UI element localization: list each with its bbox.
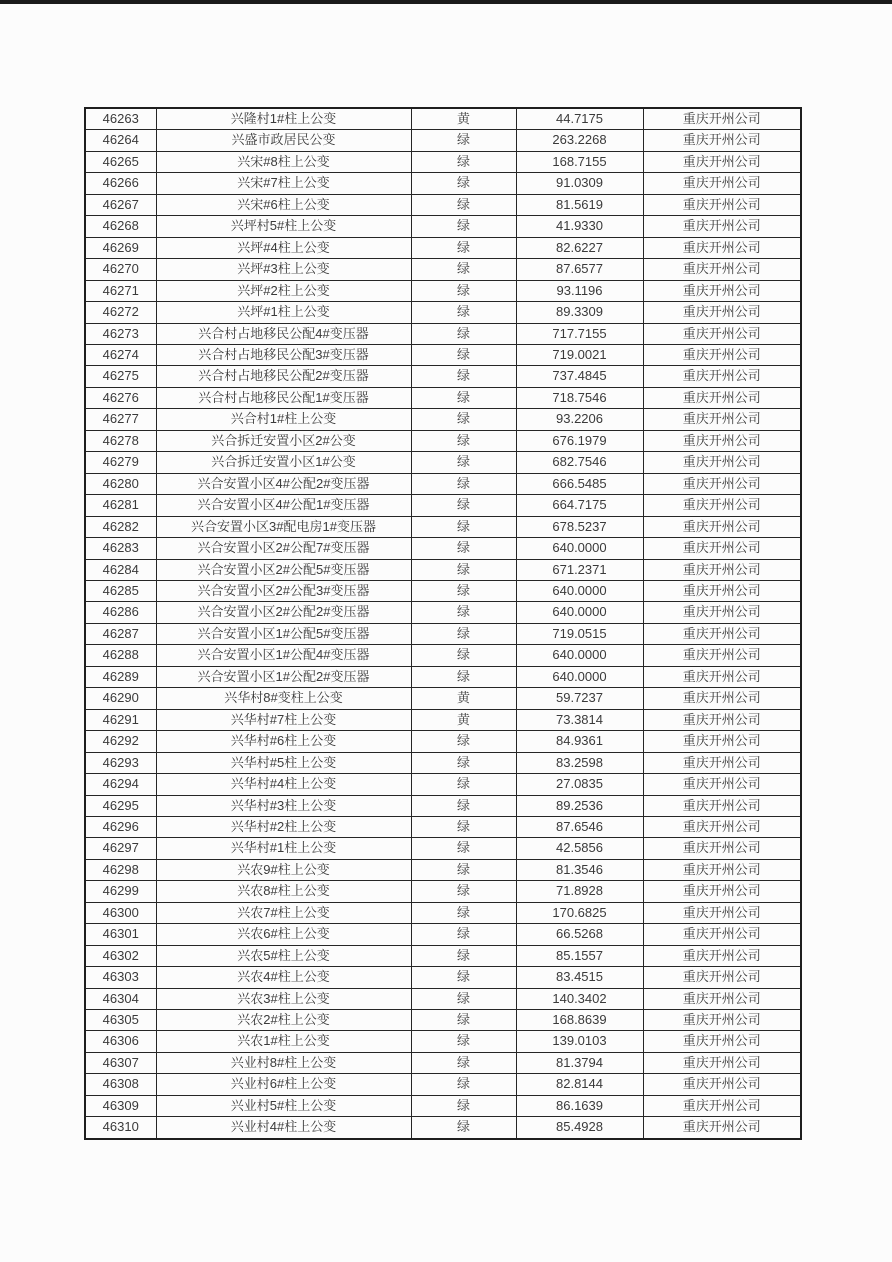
cell-name: 兴合安置小区2#公配5#变压器	[156, 559, 411, 580]
cell-value: 168.7155	[516, 151, 643, 172]
cell-value: 59.7237	[516, 688, 643, 709]
cell-value: 42.5856	[516, 838, 643, 859]
cell-status: 绿	[411, 1010, 516, 1031]
cell-id: 46283	[85, 538, 156, 559]
cell-id: 46305	[85, 1010, 156, 1031]
cell-id: 46298	[85, 859, 156, 880]
cell-value: 640.0000	[516, 580, 643, 601]
cell-name: 兴业村6#柱上公变	[156, 1074, 411, 1095]
cell-id: 46310	[85, 1117, 156, 1139]
table-body	[85, 108, 801, 1139]
cell-company: 重庆开州公司	[643, 967, 801, 988]
cell-status: 绿	[411, 902, 516, 923]
table-row	[85, 538, 801, 559]
cell-value: 89.2536	[516, 795, 643, 816]
page-top-edge	[0, 0, 892, 4]
cell-name: 兴华村#4柱上公变	[156, 774, 411, 795]
cell-id: 46267	[85, 194, 156, 215]
cell-name: 兴合安置小区1#公配2#变压器	[156, 666, 411, 687]
cell-status: 绿	[411, 967, 516, 988]
cell-value: 682.7546	[516, 452, 643, 473]
cell-id: 46308	[85, 1074, 156, 1095]
cell-name: 兴农7#柱上公变	[156, 902, 411, 923]
cell-value: 44.7175	[516, 108, 643, 130]
cell-status: 绿	[411, 838, 516, 859]
cell-id: 46285	[85, 580, 156, 601]
table-row	[85, 473, 801, 494]
table-row	[85, 1010, 801, 1031]
cell-name: 兴合村占地移民公配1#变压器	[156, 387, 411, 408]
cell-company: 重庆开州公司	[643, 1074, 801, 1095]
cell-status: 绿	[411, 945, 516, 966]
cell-company: 重庆开州公司	[643, 1117, 801, 1139]
cell-value: 71.8928	[516, 881, 643, 902]
table-row	[85, 666, 801, 687]
cell-value: 170.6825	[516, 902, 643, 923]
cell-id: 46290	[85, 688, 156, 709]
cell-company: 重庆开州公司	[643, 838, 801, 859]
cell-status: 绿	[411, 495, 516, 516]
cell-company: 重庆开州公司	[643, 473, 801, 494]
cell-name: 兴盛市政居民公变	[156, 130, 411, 151]
cell-value: 93.1196	[516, 280, 643, 301]
cell-id: 46309	[85, 1095, 156, 1116]
cell-name: 兴隆村1#柱上公变	[156, 108, 411, 130]
table-row	[85, 602, 801, 623]
table-row	[85, 430, 801, 451]
table-row	[85, 366, 801, 387]
cell-id: 46302	[85, 945, 156, 966]
cell-status: 绿	[411, 409, 516, 430]
cell-id: 46278	[85, 430, 156, 451]
cell-company: 重庆开州公司	[643, 323, 801, 344]
table-row	[85, 881, 801, 902]
equipment-table	[84, 107, 802, 1140]
cell-status: 绿	[411, 924, 516, 945]
cell-name: 兴华村#2柱上公变	[156, 816, 411, 837]
cell-id: 46293	[85, 752, 156, 773]
cell-value: 640.0000	[516, 602, 643, 623]
cell-status: 绿	[411, 774, 516, 795]
cell-status: 绿	[411, 516, 516, 537]
cell-company: 重庆开州公司	[643, 538, 801, 559]
cell-name: 兴业村8#柱上公变	[156, 1052, 411, 1073]
cell-company: 重庆开州公司	[643, 194, 801, 215]
cell-name: 兴坪#1柱上公变	[156, 302, 411, 323]
cell-name: 兴合安置小区2#公配3#变压器	[156, 580, 411, 601]
cell-value: 85.4928	[516, 1117, 643, 1139]
cell-company: 重庆开州公司	[643, 130, 801, 151]
cell-name: 兴坪#4柱上公变	[156, 237, 411, 258]
cell-value: 678.5237	[516, 516, 643, 537]
cell-name: 兴合安置小区1#公配5#变压器	[156, 623, 411, 644]
table-row	[85, 731, 801, 752]
cell-value: 91.0309	[516, 173, 643, 194]
cell-status: 绿	[411, 130, 516, 151]
cell-id: 46272	[85, 302, 156, 323]
cell-id: 46286	[85, 602, 156, 623]
cell-company: 重庆开州公司	[643, 302, 801, 323]
cell-value: 87.6577	[516, 259, 643, 280]
cell-status: 绿	[411, 795, 516, 816]
cell-company: 重庆开州公司	[643, 237, 801, 258]
cell-name: 兴宋#6柱上公变	[156, 194, 411, 215]
table-row	[85, 237, 801, 258]
cell-id: 46279	[85, 452, 156, 473]
cell-id: 46284	[85, 559, 156, 580]
cell-company: 重庆开州公司	[643, 945, 801, 966]
cell-status: 绿	[411, 881, 516, 902]
cell-company: 重庆开州公司	[643, 1010, 801, 1031]
cell-company: 重庆开州公司	[643, 881, 801, 902]
table-row	[85, 924, 801, 945]
cell-value: 73.3814	[516, 709, 643, 730]
table-row	[85, 967, 801, 988]
cell-name: 兴合安置小区3#配电房1#变压器	[156, 516, 411, 537]
cell-status: 绿	[411, 1052, 516, 1073]
cell-value: 664.7175	[516, 495, 643, 516]
cell-company: 重庆开州公司	[643, 1052, 801, 1073]
table-row	[85, 816, 801, 837]
cell-id: 46295	[85, 795, 156, 816]
cell-company: 重庆开州公司	[643, 495, 801, 516]
table-row	[85, 1117, 801, 1139]
cell-status: 绿	[411, 645, 516, 666]
cell-status: 绿	[411, 1117, 516, 1139]
cell-name: 兴农1#柱上公变	[156, 1031, 411, 1052]
cell-id: 46270	[85, 259, 156, 280]
cell-company: 重庆开州公司	[643, 366, 801, 387]
cell-name: 兴合村占地移民公配4#变压器	[156, 323, 411, 344]
cell-status: 绿	[411, 602, 516, 623]
cell-id: 46301	[85, 924, 156, 945]
table-row	[85, 645, 801, 666]
cell-name: 兴坪村5#柱上公变	[156, 216, 411, 237]
cell-company: 重庆开州公司	[643, 173, 801, 194]
cell-id: 46269	[85, 237, 156, 258]
cell-company: 重庆开州公司	[643, 216, 801, 237]
table-row	[85, 709, 801, 730]
table-row	[85, 559, 801, 580]
table-row	[85, 859, 801, 880]
cell-value: 140.3402	[516, 988, 643, 1009]
table-row	[85, 1074, 801, 1095]
cell-company: 重庆开州公司	[643, 344, 801, 365]
cell-name: 兴合拆迁安置小区2#公变	[156, 430, 411, 451]
cell-status: 绿	[411, 344, 516, 365]
cell-status: 绿	[411, 1074, 516, 1095]
cell-id: 46281	[85, 495, 156, 516]
table-row	[85, 216, 801, 237]
cell-name: 兴农9#柱上公变	[156, 859, 411, 880]
cell-value: 666.5485	[516, 473, 643, 494]
cell-value: 81.3794	[516, 1052, 643, 1073]
table-row	[85, 280, 801, 301]
cell-id: 46282	[85, 516, 156, 537]
cell-name: 兴农6#柱上公变	[156, 924, 411, 945]
cell-value: 86.1639	[516, 1095, 643, 1116]
cell-value: 83.4515	[516, 967, 643, 988]
cell-name: 兴农5#柱上公变	[156, 945, 411, 966]
cell-company: 重庆开州公司	[643, 859, 801, 880]
cell-name: 兴华村#3柱上公变	[156, 795, 411, 816]
cell-id: 46307	[85, 1052, 156, 1073]
cell-id: 46266	[85, 173, 156, 194]
table-row	[85, 151, 801, 172]
cell-company: 重庆开州公司	[643, 752, 801, 773]
cell-id: 46277	[85, 409, 156, 430]
cell-value: 82.6227	[516, 237, 643, 258]
cell-value: 84.9361	[516, 731, 643, 752]
cell-name: 兴农4#柱上公变	[156, 967, 411, 988]
table-row	[85, 752, 801, 773]
cell-company: 重庆开州公司	[643, 709, 801, 730]
cell-name: 兴合村1#柱上公变	[156, 409, 411, 430]
cell-status: 绿	[411, 731, 516, 752]
table-row	[85, 194, 801, 215]
cell-value: 85.1557	[516, 945, 643, 966]
cell-value: 640.0000	[516, 666, 643, 687]
cell-name: 兴农3#柱上公变	[156, 988, 411, 1009]
cell-value: 263.2268	[516, 130, 643, 151]
cell-status: 绿	[411, 302, 516, 323]
cell-id: 46263	[85, 108, 156, 130]
cell-value: 718.7546	[516, 387, 643, 408]
cell-status: 绿	[411, 559, 516, 580]
cell-name: 兴合安置小区1#公配4#变压器	[156, 645, 411, 666]
cell-status: 绿	[411, 323, 516, 344]
cell-status: 绿	[411, 280, 516, 301]
table-row	[85, 409, 801, 430]
cell-id: 46306	[85, 1031, 156, 1052]
cell-id: 46304	[85, 988, 156, 1009]
cell-name: 兴业村5#柱上公变	[156, 1095, 411, 1116]
table-row	[85, 795, 801, 816]
cell-id: 46276	[85, 387, 156, 408]
cell-name: 兴华村#5柱上公变	[156, 752, 411, 773]
table-row	[85, 945, 801, 966]
cell-value: 87.6546	[516, 816, 643, 837]
cell-id: 46271	[85, 280, 156, 301]
cell-name: 兴农8#柱上公变	[156, 881, 411, 902]
cell-company: 重庆开州公司	[643, 816, 801, 837]
cell-value: 82.8144	[516, 1074, 643, 1095]
table-row	[85, 173, 801, 194]
cell-id: 46299	[85, 881, 156, 902]
table-row	[85, 302, 801, 323]
cell-company: 重庆开州公司	[643, 259, 801, 280]
cell-id: 46265	[85, 151, 156, 172]
cell-company: 重庆开州公司	[643, 602, 801, 623]
cell-value: 671.2371	[516, 559, 643, 580]
cell-name: 兴坪#3柱上公变	[156, 259, 411, 280]
cell-company: 重庆开州公司	[643, 151, 801, 172]
table-row	[85, 108, 801, 130]
cell-name: 兴合安置小区4#公配2#变压器	[156, 473, 411, 494]
cell-company: 重庆开州公司	[643, 645, 801, 666]
table-row	[85, 323, 801, 344]
cell-name: 兴华村#1柱上公变	[156, 838, 411, 859]
cell-name: 兴宋#8柱上公变	[156, 151, 411, 172]
cell-name: 兴华村#6柱上公变	[156, 731, 411, 752]
cell-company: 重庆开州公司	[643, 988, 801, 1009]
table-row	[85, 495, 801, 516]
cell-value: 717.7155	[516, 323, 643, 344]
cell-id: 46275	[85, 366, 156, 387]
table-row	[85, 988, 801, 1009]
cell-company: 重庆开州公司	[643, 623, 801, 644]
cell-status: 黄	[411, 709, 516, 730]
table-row	[85, 902, 801, 923]
cell-company: 重庆开州公司	[643, 1031, 801, 1052]
cell-status: 绿	[411, 1095, 516, 1116]
cell-id: 46287	[85, 623, 156, 644]
cell-value: 640.0000	[516, 645, 643, 666]
cell-value: 89.3309	[516, 302, 643, 323]
cell-status: 绿	[411, 194, 516, 215]
cell-value: 83.2598	[516, 752, 643, 773]
table-row	[85, 1031, 801, 1052]
cell-id: 46292	[85, 731, 156, 752]
cell-status: 绿	[411, 237, 516, 258]
cell-company: 重庆开州公司	[643, 774, 801, 795]
cell-id: 46273	[85, 323, 156, 344]
cell-name: 兴合安置小区4#公配1#变压器	[156, 495, 411, 516]
cell-name: 兴华村#7柱上公变	[156, 709, 411, 730]
cell-status: 绿	[411, 988, 516, 1009]
cell-status: 绿	[411, 430, 516, 451]
cell-status: 绿	[411, 216, 516, 237]
cell-value: 27.0835	[516, 774, 643, 795]
cell-id: 46297	[85, 838, 156, 859]
table-row	[85, 452, 801, 473]
cell-company: 重庆开州公司	[643, 409, 801, 430]
cell-status: 绿	[411, 151, 516, 172]
cell-id: 46289	[85, 666, 156, 687]
cell-company: 重庆开州公司	[643, 924, 801, 945]
cell-company: 重庆开州公司	[643, 902, 801, 923]
cell-status: 绿	[411, 452, 516, 473]
cell-id: 46264	[85, 130, 156, 151]
cell-id: 46268	[85, 216, 156, 237]
cell-status: 绿	[411, 387, 516, 408]
cell-status: 绿	[411, 366, 516, 387]
cell-company: 重庆开州公司	[643, 280, 801, 301]
cell-value: 168.8639	[516, 1010, 643, 1031]
cell-name: 兴合村占地移民公配2#变压器	[156, 366, 411, 387]
cell-company: 重庆开州公司	[643, 580, 801, 601]
cell-id: 46291	[85, 709, 156, 730]
cell-value: 81.5619	[516, 194, 643, 215]
cell-company: 重庆开州公司	[643, 387, 801, 408]
cell-name: 兴业村4#柱上公变	[156, 1117, 411, 1139]
cell-value: 41.9330	[516, 216, 643, 237]
table-row	[85, 259, 801, 280]
cell-name: 兴合安置小区2#公配7#变压器	[156, 538, 411, 559]
cell-id: 46288	[85, 645, 156, 666]
cell-value: 93.2206	[516, 409, 643, 430]
cell-status: 绿	[411, 259, 516, 280]
cell-company: 重庆开州公司	[643, 688, 801, 709]
cell-company: 重庆开州公司	[643, 1095, 801, 1116]
cell-value: 139.0103	[516, 1031, 643, 1052]
cell-value: 640.0000	[516, 538, 643, 559]
cell-status: 绿	[411, 859, 516, 880]
cell-status: 绿	[411, 538, 516, 559]
cell-status: 绿	[411, 473, 516, 494]
cell-company: 重庆开州公司	[643, 108, 801, 130]
table-row	[85, 623, 801, 644]
cell-company: 重庆开州公司	[643, 430, 801, 451]
cell-value: 719.0021	[516, 344, 643, 365]
cell-company: 重庆开州公司	[643, 559, 801, 580]
cell-id: 46294	[85, 774, 156, 795]
table-row	[85, 688, 801, 709]
cell-company: 重庆开州公司	[643, 731, 801, 752]
cell-name: 兴合安置小区2#公配2#变压器	[156, 602, 411, 623]
cell-status: 绿	[411, 752, 516, 773]
cell-name: 兴合拆迁安置小区1#公变	[156, 452, 411, 473]
cell-company: 重庆开州公司	[643, 516, 801, 537]
table-row	[85, 516, 801, 537]
cell-status: 绿	[411, 173, 516, 194]
cell-name: 兴华村8#变柱上公变	[156, 688, 411, 709]
cell-status: 绿	[411, 666, 516, 687]
cell-company: 重庆开州公司	[643, 795, 801, 816]
cell-id: 46303	[85, 967, 156, 988]
cell-id: 46274	[85, 344, 156, 365]
table-row	[85, 838, 801, 859]
cell-status: 黄	[411, 688, 516, 709]
cell-status: 黄	[411, 108, 516, 130]
cell-value: 719.0515	[516, 623, 643, 644]
cell-status: 绿	[411, 580, 516, 601]
table-row	[85, 130, 801, 151]
cell-name: 兴合村占地移民公配3#变压器	[156, 344, 411, 365]
cell-value: 81.3546	[516, 859, 643, 880]
cell-id: 46296	[85, 816, 156, 837]
cell-status: 绿	[411, 1031, 516, 1052]
cell-company: 重庆开州公司	[643, 452, 801, 473]
table-row	[85, 344, 801, 365]
table-row	[85, 1095, 801, 1116]
cell-value: 66.5268	[516, 924, 643, 945]
cell-value: 676.1979	[516, 430, 643, 451]
cell-name: 兴农2#柱上公变	[156, 1010, 411, 1031]
table-row	[85, 774, 801, 795]
table-row	[85, 580, 801, 601]
cell-name: 兴宋#7柱上公变	[156, 173, 411, 194]
cell-value: 737.4845	[516, 366, 643, 387]
table-row	[85, 387, 801, 408]
cell-status: 绿	[411, 623, 516, 644]
cell-name: 兴坪#2柱上公变	[156, 280, 411, 301]
cell-id: 46280	[85, 473, 156, 494]
cell-id: 46300	[85, 902, 156, 923]
cell-status: 绿	[411, 816, 516, 837]
table-row	[85, 1052, 801, 1073]
cell-company: 重庆开州公司	[643, 666, 801, 687]
